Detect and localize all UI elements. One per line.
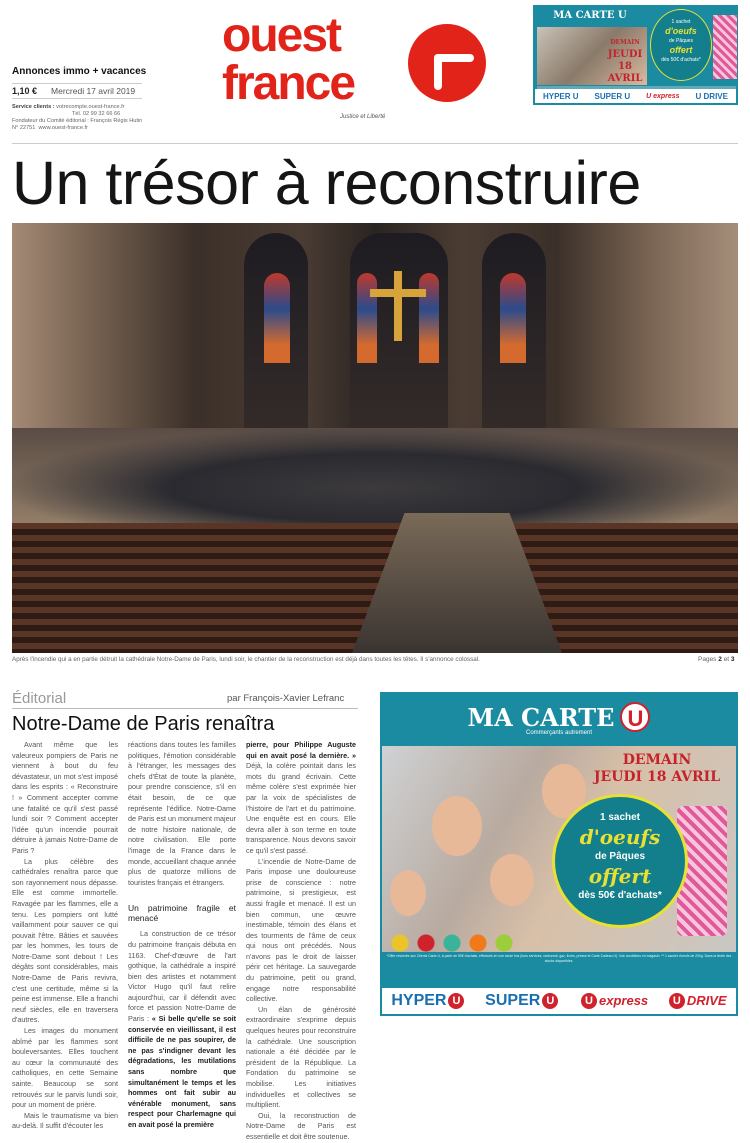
main-headline[interactable]: Un trésor à reconstruire [12,149,641,217]
u-logo-icon: U [448,993,464,1009]
pages-label: Pages [698,656,717,663]
ad-header [382,694,736,746]
paragraph [128,929,236,1130]
offer-line2: d'oeufs [579,825,661,849]
service-label: Service clients : [12,104,55,110]
ad-fine-print: *Offre réservée aux Clients Carte U, à partir de 50€ d'achats, effectués en une seule fois (hors services, carburant, gaz, livres, presse et Carte Cadeau U). Voir conditions en magasin. ** 1 sachet d'oeufs de 200g. Dans la limite des stocks disponibles. [386,954,732,963]
offer-line1: 1 sachet [599,812,641,823]
price-date-row [12,83,142,99]
page-number: 2 [718,656,722,663]
page-number: 3 [730,656,735,663]
brand-drive [667,992,727,1010]
offer-line2: d'oeufs [665,26,697,36]
section-label: Éditorial [12,690,67,707]
issue-date: Mercredi 17 avril 2019 [51,86,136,96]
ad-tagline: Commerçants autrement [525,730,593,736]
ad-brands [382,986,736,1014]
ad-date-text: JEUDI 18 AVRIL [593,769,721,785]
offer-line4: offert [669,45,693,55]
logo-text [222,9,355,110]
brand-hyper: HYPER U [542,91,579,101]
brand-express: U express [646,92,680,100]
ad-date [601,37,649,85]
ouest-france-logo[interactable] [222,9,492,110]
brand-hyper-text: HYPER [391,992,447,1009]
logo-emblem-icon [408,24,486,102]
photo-face [490,854,534,906]
ad-day: JEUDI [607,49,643,60]
paragraph: réactions dans toutes les familles politiques, l'émotion considérable à l'étranger, les messages des chefs d'État de toute la planète, pour prendre conscience, s'il en était besoin, de ce que représente l'édifice. Notre-Dame de Paris est un monument majeur de notre histoire nationale, de notre civilisation. Elle porte l'image de la France dans le monde, accueillant chaque année plus de quatorze millions de touristes français et étrangers. [128,740,236,887]
subheading: Un patrimoine fragile et menacé [128,903,236,923]
brand-super [485,992,560,1010]
logo-line1: ouest [222,9,341,62]
ad-title: MA CARTE [467,702,615,732]
photo-window [500,273,526,363]
hugo-quote: pierre, pour Philippe Auguste qui en avait posé la dernière. » [246,740,356,760]
brand-super-text: SUPER [485,992,541,1009]
paragraph: Un élan de générosité extraordinaire s'exprime depuis quelques heures pour reconstruire la cathédrale. Une souscription nationale a été décidée par le président de la République. La Fondation du patrimoine se mobilise. Les initiatives individuelles et collectives se multiplient. [246,1004,356,1110]
service-tel: Tél. 02 99 32 66 66 [72,111,121,117]
paragraph: Avant même que les valeureux pompiers de Paris ne viennent à bout du feu dévastateur, un mot s'est imposé dans les esprits : « Reconstruire ! » Comment accepter comme une fatalité ce qu'il s'est passé lundi soir ? Comment accepter l'idée qu'un incendie pourrait détruire à jamais Notre-Dame de Paris ? [12,740,118,855]
service-info [12,104,172,132]
offer-line1: 1 sachet [671,19,691,25]
price: 1,10 € [12,86,38,96]
u-logo-icon: U [542,993,558,1009]
egg-bag-image [713,15,737,79]
brand-hyper [391,992,466,1010]
byline: par François-Xavier Lefranc [227,693,345,704]
ad-title: MA CARTE U [553,10,627,21]
photo-window [357,273,377,363]
carte-u-advertisement[interactable] [380,692,738,1016]
offer-line4: offert [588,864,652,888]
photo-cross [394,271,402,341]
supplement-label: Annonces immo + vacances [12,66,147,77]
photo-face [432,796,482,856]
photo-window [419,273,439,363]
ad-brands [535,89,736,103]
paragraph: L'incendie de Notre-Dame de Paris impose une douloureuse prise de conscience : notre patrimoine, si prestigieux, est aussi fragile et menacé. Il est un bien commun, une œuvre inestimable, témoin des élans et des tourments de l'âme de ceux qui nous ont précédés. Nous n'avons pas le droit de laisser périr cet héritage. La sauvegarde du patrimoine, petit ou grand, engage notre responsabilité collective. [246,856,356,1004]
cathedral-photo[interactable] [12,223,738,653]
photo-caption: Après l'incendie qui a en partie détruit la cathédrale Notre-Dame de Paris, lundi soir, le chantier de la reconstruction est déjà dans toutes les têtes. Il s'annonce colossal. [12,656,480,663]
logo-line2: france [222,57,355,110]
paragraph: Les images du monument abîmé par les flammes sont bouleversantes. Elles touchent au cœur la communauté des catholiques, en cette Semaine sainte. Beaucoup se sont retrouvés sur le parvis lundi soir, pour un moment de prière. [12,1026,118,1110]
brand-drive: U DRIVE [695,91,728,101]
service-email[interactable]: votrecompte.ouest-france.fr [56,104,125,110]
brand-express [579,992,648,1010]
brand-drive-text: DRIVE [686,993,727,1008]
paragraph-text: Déjà, la colère pointait dans les mots du grand écrivain. Cette même colère s'est exprimée hier par la voix de spécialistes de l'histoire de l'art et du patrimoine. Une enquête est en cours. Elle devra aller à son terme en toute transparence. Nous devons savoir ce qu'il s'est passé. [246,761,356,855]
editorial-title[interactable]: Notre-Dame de Paris renaîtra [12,713,275,735]
issue-number: N° 22751 [12,125,36,131]
hugo-quote: « Si belle qu'elle se soit conservée en vieillissant, il est difficile de ne pas soupirer, de ne pas s'indigner devant les dégradations, les mutilations sans nombre que simultanément le temps et les hommes ont fait subir au vénérable monument, sans respect pour Charlemagne qui en avait posé la première [128,1014,236,1129]
website-link[interactable]: www.ouest-france.fr [38,125,88,131]
motto: Justice et Liberté [340,114,386,120]
photo-face [390,870,426,916]
ad-offer-circle [552,794,688,928]
article-column-1 [12,740,118,1132]
ad-date [577,752,737,786]
ad-offer-circle [650,9,712,81]
easter-eggs-image [387,934,517,952]
paragraph [246,740,356,857]
offer-line5: dès 50€ d'achats* [578,890,662,901]
article-column-2 [128,740,236,1131]
masthead-info [12,66,172,132]
paragraph: Mais le traumatisme va bien au-delà. Il suffit d'écouter les [12,1110,118,1131]
offer-line3: de Pâques [594,851,646,862]
article-column-3 [246,740,356,1143]
brand-express-text: express [599,993,649,1008]
paragraph: La plus célèbre des cathédrales renaîtra parce que son rayonnement nous dépasse. Elle est comme immortelle. Ravagée par les flammes, elle a tenu. Les pompiers ont lutté vaillamment pour sauver ce qui pouvait l'être. Bâties et sauvées par les hommes, les tours de Notre-Dame sont debout ! Les dégâts sont considérables, mais Notre-Dame de Paris revivra, c'est une certitude, même si la peine est immense. Elle a franchi neuf siècles, elle en traversera d'autres. [12,856,118,1025]
divider [12,708,358,709]
pages-and: et [723,656,730,663]
photo-cross [370,289,426,297]
brand-super: SUPER U [594,91,631,101]
paragraph-text: La construction de ce trésor du patrimoine français débuta en 1163. Chef-d'œuvre de l'art gothique, la cathédrale a inspiré bien des artistes et notamment Victor Hugo qu'il faut relire aujourd'hui, car il défendit avec force et passion Notre-Dame de Paris : [128,929,236,1024]
divider [12,143,738,144]
paragraph: Oui, la reconstruction de Notre-Dame de Paris est essentielle et doit être soutenue. [246,1110,356,1141]
pages-reference[interactable] [698,656,735,663]
photo-window [264,273,290,363]
offer-line5: dès 50€ d'achats* [661,57,701,63]
u-logo-icon: U [581,993,597,1009]
u-logo-icon: U [620,702,650,732]
ad-demain: DEMAIN [622,752,692,768]
offer-line3: de Pâques [669,38,693,44]
u-logo-icon: U [669,993,685,1009]
founder: Fondateur du Comité éditorial : François Régis Hutin [12,118,143,124]
ad-demain: DEMAIN [610,39,640,46]
ad-date-text: 18 AVRIL [607,61,643,84]
top-advertisement[interactable] [533,5,738,105]
